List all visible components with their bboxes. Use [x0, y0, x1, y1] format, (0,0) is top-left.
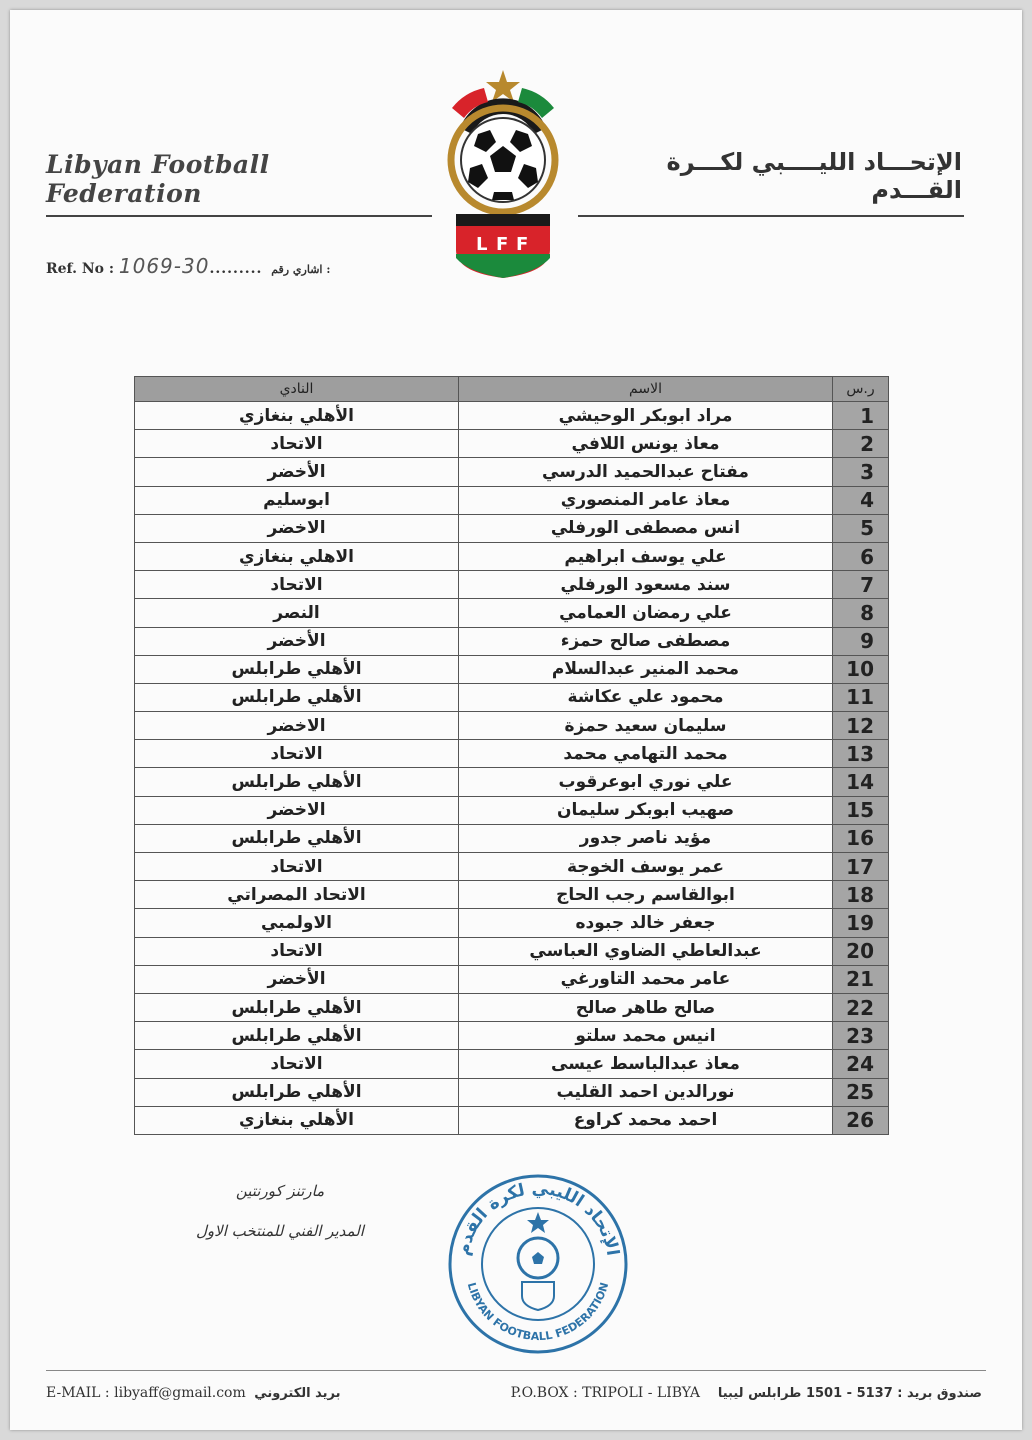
logo-letter-f1: F: [496, 234, 509, 255]
player-club: الأخضر: [135, 965, 459, 993]
player-number: 6: [833, 542, 889, 570]
player-name: محمد التهامي محمد: [459, 740, 833, 768]
player-number: 18: [833, 881, 889, 909]
player-roster-table: [134, 376, 889, 1135]
pobox-arabic: صندوق بريد : 5137 - 1501 طرابلس ليبيا: [717, 1386, 982, 1401]
player-number: 2: [833, 430, 889, 458]
table-row: [135, 937, 889, 965]
table-row: [135, 853, 889, 881]
player-name: علي يوسف ابراهيم: [459, 542, 833, 570]
player-club: الأهلي طرابلس: [135, 768, 459, 796]
player-club: الاتحاد: [135, 937, 459, 965]
table-row: [135, 599, 889, 627]
player-number: 4: [833, 486, 889, 514]
table-row: [135, 993, 889, 1021]
player-club: الأهلي طرابلس: [135, 993, 459, 1021]
player-name: ابوالقاسم رجب الحاج: [459, 881, 833, 909]
table-row: [135, 486, 889, 514]
player-number: 11: [833, 683, 889, 711]
player-number: 8: [833, 599, 889, 627]
player-club: الاتحاد: [135, 853, 459, 881]
player-club: الأهلي بنغازي: [135, 1106, 459, 1134]
table-row: [135, 627, 889, 655]
player-number: 9: [833, 627, 889, 655]
player-name: علي نوري ابوعرقوب: [459, 768, 833, 796]
stamp-shield-icon: [522, 1282, 554, 1310]
player-name: مؤيد ناصر جدور: [459, 824, 833, 852]
player-club: الاهلي بنغازي: [135, 542, 459, 570]
header-rule-right: [578, 215, 964, 217]
player-number: 15: [833, 796, 889, 824]
table-row: [135, 768, 889, 796]
player-name: مفتاح عبدالحميد الدرسي: [459, 458, 833, 486]
player-name: مراد ابوبكر الوحيشي: [459, 402, 833, 430]
player-club: النصر: [135, 599, 459, 627]
table-body: [135, 402, 889, 1135]
stamp-english-text: LIBYAN FOOTBALL FEDERATION: [464, 1280, 612, 1344]
header-rule-left: [46, 215, 432, 217]
email-label-ar: بريد الكتروني: [254, 1386, 341, 1401]
player-club: الاخضر: [135, 712, 459, 740]
table-row: [135, 1106, 889, 1134]
player-number: 26: [833, 1106, 889, 1134]
player-number: 16: [833, 824, 889, 852]
player-name: صالح طاهر صالح: [459, 993, 833, 1021]
table-row: [135, 458, 889, 486]
player-club: الاتحاد: [135, 430, 459, 458]
table-header-row: [135, 377, 889, 402]
player-name: معاذ عبدالباسط عيسى: [459, 1050, 833, 1078]
player-club: الاتحاد المصراتي: [135, 881, 459, 909]
player-number: 12: [833, 712, 889, 740]
table-row: [135, 430, 889, 458]
player-club: الأهلي بنغازي: [135, 402, 459, 430]
stamp-arabic-text: الإتحاد الليبي لكرة القدم: [453, 1178, 623, 1258]
player-name: عامر محمد التاورغي: [459, 965, 833, 993]
player-name: انس مصطفى الورفلي: [459, 514, 833, 542]
table-row: [135, 712, 889, 740]
player-club: الاتحاد: [135, 740, 459, 768]
player-number: 10: [833, 655, 889, 683]
table-row: [135, 655, 889, 683]
player-club: الأخضر: [135, 627, 459, 655]
player-name: سند مسعود الورفلي: [459, 571, 833, 599]
ref-label: Ref. No :: [46, 261, 114, 277]
player-name: عمر يوسف الخوجة: [459, 853, 833, 881]
federation-stamp: [446, 1172, 630, 1356]
footer-pobox: [511, 1385, 982, 1401]
english-title: Libyan Football Federation: [46, 150, 270, 208]
player-name: جعفر خالد جبوده: [459, 909, 833, 937]
player-club: الأهلي طرابلس: [135, 655, 459, 683]
logo-letter-l: L: [476, 234, 488, 255]
pobox-label: P.O.BOX : TRIPOLI - LIBYA: [510, 1385, 701, 1401]
player-name: صهيب ابوبكر سليمان: [459, 796, 833, 824]
player-number: 7: [833, 571, 889, 599]
table-row: [135, 740, 889, 768]
player-name: انيس محمد سلتو: [459, 1022, 833, 1050]
letter-page: [10, 10, 1022, 1430]
table-row: [135, 683, 889, 711]
table-row: [135, 881, 889, 909]
player-number: 21: [833, 965, 889, 993]
player-number: 25: [833, 1078, 889, 1106]
player-number: 23: [833, 1022, 889, 1050]
player-number: 3: [833, 458, 889, 486]
player-number: 22: [833, 993, 889, 1021]
player-club: الاولمبي: [135, 909, 459, 937]
table-row: [135, 1078, 889, 1106]
table-row: [135, 824, 889, 852]
coach-title: المدير الفني للمنتخب الاول: [196, 1222, 364, 1240]
ref-dots: .........: [209, 261, 263, 277]
player-number: 24: [833, 1050, 889, 1078]
player-club: الاتحاد: [135, 1050, 459, 1078]
player-club: الأهلي طرابلس: [135, 824, 459, 852]
player-number: 14: [833, 768, 889, 796]
player-club: الاتحاد: [135, 571, 459, 599]
player-club: الأهلي طرابلس: [135, 683, 459, 711]
player-number: 20: [833, 937, 889, 965]
player-club: الاخضر: [135, 514, 459, 542]
table-row: [135, 1022, 889, 1050]
player-club: الأهلي طرابلس: [135, 1078, 459, 1106]
header-club: النادي: [135, 377, 459, 402]
player-club: الأهلي طرابلس: [135, 1022, 459, 1050]
star-icon: [486, 70, 520, 102]
player-number: 1: [833, 402, 889, 430]
table-row: [135, 965, 889, 993]
player-number: 19: [833, 909, 889, 937]
header-number: ر.س: [833, 377, 889, 402]
arabic-title: الإتحـــاد الليــــبي لكـــرة القـــدم: [666, 148, 962, 204]
footer-email: [46, 1385, 341, 1401]
footer-rule: [46, 1370, 986, 1371]
ref-value: 1069-30: [118, 254, 210, 278]
player-name: نورالدين احمد القليب: [459, 1078, 833, 1106]
email-value: libyaff@gmail.com: [114, 1385, 246, 1401]
table-row: [135, 402, 889, 430]
player-name: احمد محمد كراوع: [459, 1106, 833, 1134]
player-name: علي رمضان العمامي: [459, 599, 833, 627]
player-name: مصطفى صالح حمزء: [459, 627, 833, 655]
coach-name: مارتنز كورنتين: [235, 1182, 325, 1200]
player-name: محمد المنير عبدالسلام: [459, 655, 833, 683]
player-club: ابوسليم: [135, 486, 459, 514]
player-name: عبدالعاطي الضاوي العباسي: [459, 937, 833, 965]
table-row: [135, 542, 889, 570]
lff-logo: [438, 68, 568, 280]
player-name: معاذ عامر المنصوري: [459, 486, 833, 514]
header-name: الاسم: [459, 377, 833, 402]
table-row: [135, 571, 889, 599]
player-number: 13: [833, 740, 889, 768]
email-label: E-MAIL :: [46, 1385, 110, 1401]
table-row: [135, 796, 889, 824]
player-name: محمود علي عكاشة: [459, 683, 833, 711]
player-number: 17: [833, 853, 889, 881]
ref-label-ar: اشاري رقم :: [271, 263, 331, 276]
table-row: [135, 909, 889, 937]
table-row: [135, 514, 889, 542]
player-club: الأخضر: [135, 458, 459, 486]
logo-letter-f2: F: [516, 234, 529, 255]
player-name: سليمان سعيد حمزة: [459, 712, 833, 740]
stamp-star-icon: [527, 1212, 549, 1233]
player-number: 5: [833, 514, 889, 542]
player-name: معاذ يونس اللافي: [459, 430, 833, 458]
reference-number: [46, 254, 330, 278]
player-club: الاخضر: [135, 796, 459, 824]
table-row: [135, 1050, 889, 1078]
